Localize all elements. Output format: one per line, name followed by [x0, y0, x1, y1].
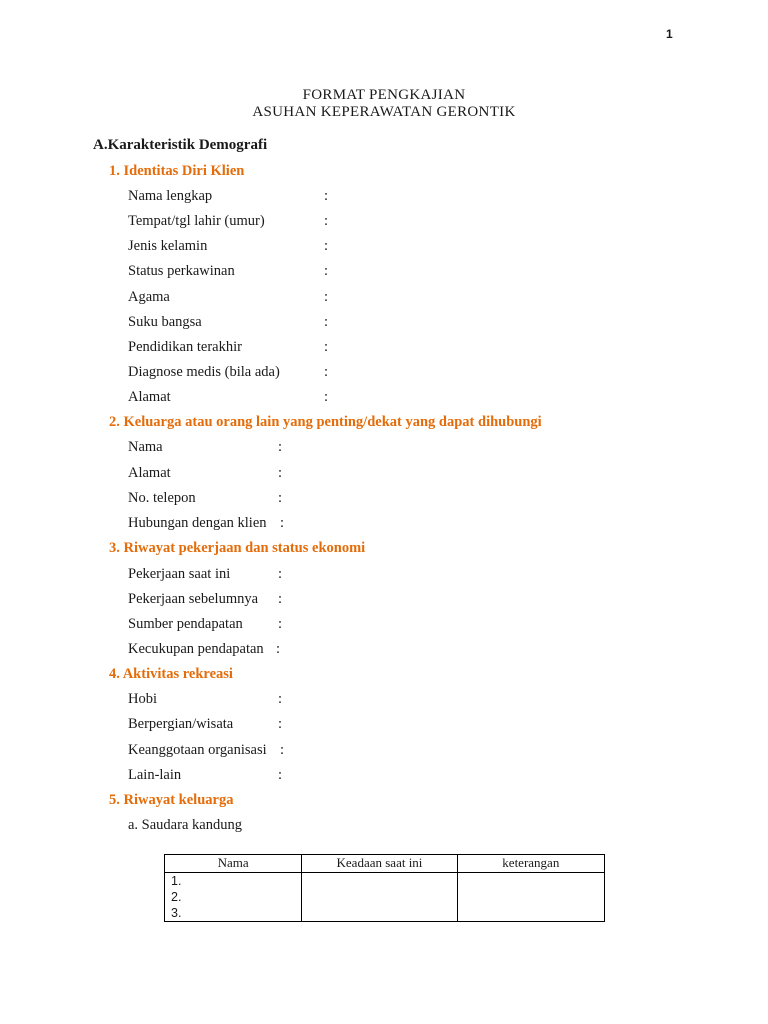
field-colon: : [280, 515, 285, 531]
field-label: No. telepon [128, 490, 196, 506]
field-label: Hobi [128, 691, 157, 707]
subsection-3-heading: 3. Riwayat pekerjaan dan status ekonomi [109, 540, 366, 556]
table-header-nama: Nama [165, 855, 302, 873]
field-colon: : [324, 213, 329, 229]
field-label: Sumber pendapatan [128, 616, 243, 632]
field-colon: : [278, 465, 283, 481]
row-number: 3. [171, 906, 182, 920]
siblings-subheading: a. Saudara kandung [128, 817, 242, 833]
field-colon: : [278, 716, 283, 732]
field-colon: : [278, 591, 283, 607]
field-label: Berpergian/wisata [128, 716, 234, 732]
field-label: Kecukupan pendapatan [128, 641, 264, 657]
field-colon: : [324, 238, 329, 254]
table-header-row [165, 855, 605, 873]
row-number: 1. [171, 874, 182, 888]
field-colon: : [324, 188, 329, 204]
field-label: Pekerjaan saat ini [128, 566, 231, 582]
siblings-table [164, 854, 605, 922]
field-label: Jenis kelamin [128, 238, 208, 254]
field-colon: : [280, 742, 285, 758]
table-cell-keadaan [302, 873, 457, 922]
field-label: Pekerjaan sebelumnya [128, 591, 259, 607]
field-label: Pendidikan terakhir [128, 339, 242, 355]
field-label: Alamat [128, 389, 171, 405]
row-number: 2. [171, 890, 182, 904]
field-colon: : [324, 314, 329, 330]
field-colon: : [278, 566, 283, 582]
table-row [165, 873, 605, 922]
subsection-5-heading: 5. Riwayat keluarga [109, 792, 234, 808]
field-label: Keanggotaan organisasi [128, 742, 267, 758]
field-label: Hubungan dengan klien [128, 515, 267, 531]
field-colon: : [278, 767, 283, 783]
field-colon: : [324, 364, 329, 380]
field-label: Agama [128, 289, 170, 305]
field-colon: : [278, 691, 283, 707]
field-label: Tempat/tgl lahir (umur) [128, 213, 265, 229]
field-label: Nama lengkap [128, 188, 213, 204]
field-label: Diagnose medis (bila ada) [128, 364, 280, 380]
field-colon: : [324, 339, 329, 355]
document-title-line-2: ASUHAN KEPERAWATAN GERONTIK [252, 104, 516, 120]
table-header-keterangan: keterangan [457, 855, 604, 873]
section-a-heading: A.Karakteristik Demografi [93, 137, 268, 153]
field-label: Nama [128, 439, 163, 455]
field-label: Suku bangsa [128, 314, 202, 330]
field-label: Alamat [128, 465, 171, 481]
field-colon: : [324, 289, 329, 305]
subsection-2-heading: 2. Keluarga atau orang lain yang penting/dekat yang dapat dihubungi [109, 414, 542, 430]
field-colon: : [324, 389, 329, 405]
document-title-line-1: FORMAT PENGKAJIAN [302, 87, 466, 103]
table-header-keadaan: Keadaan saat ini [302, 855, 457, 873]
field-label: Lain-lain [128, 767, 182, 783]
field-colon: : [278, 616, 283, 632]
page-number: 1 [666, 27, 673, 41]
field-colon: : [278, 439, 283, 455]
field-colon: : [276, 641, 281, 657]
field-colon: : [324, 263, 329, 279]
table-cell-nama [165, 873, 302, 922]
field-colon: : [278, 490, 283, 506]
subsection-4-heading: 4. Aktivitas rekreasi [109, 666, 233, 682]
field-label: Status perkawinan [128, 263, 235, 279]
subsection-1-heading: 1. Identitas Diri Klien [109, 163, 245, 179]
table-cell-keterangan [457, 873, 604, 922]
